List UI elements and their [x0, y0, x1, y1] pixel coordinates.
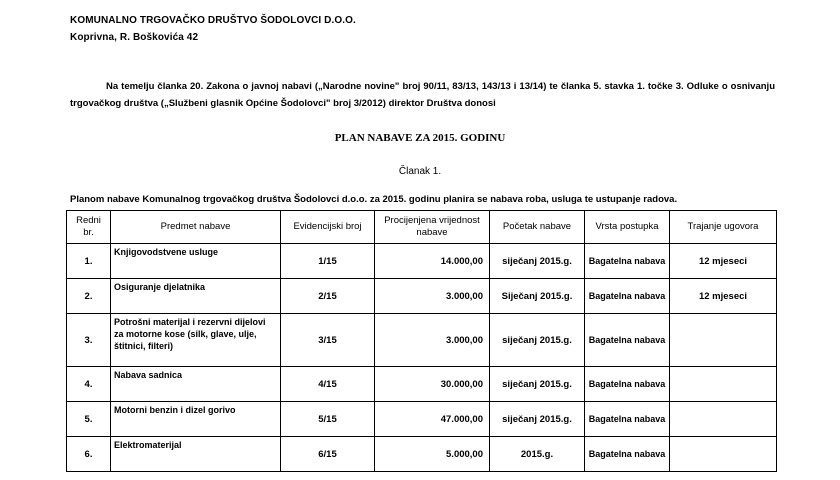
table-row	[67, 402, 777, 437]
row-start: 2015.g.	[490, 437, 585, 472]
col-header-duration: Trajanje ugovora	[670, 211, 777, 244]
row-evidence: 4/15	[281, 367, 375, 402]
row-value: 47.000,00	[375, 402, 490, 437]
row-start: siječanj 2015.g.	[490, 244, 585, 279]
row-start: siječanj 2015.g.	[490, 367, 585, 402]
row-value: 14.000,00	[375, 244, 490, 279]
row-value: 3.000,00	[375, 314, 490, 367]
table-row	[67, 437, 777, 472]
col-header-procedure: Vrsta postupka	[585, 211, 670, 244]
row-procedure: Bagatelna nabava	[585, 244, 670, 279]
col-header-start: Početak nabave	[490, 211, 585, 244]
row-number: 3.	[67, 314, 111, 367]
row-evidence: 2/15	[281, 279, 375, 314]
row-start: siječanj 2015.g.	[490, 314, 585, 367]
row-duration: 12 mjeseci	[670, 279, 777, 314]
row-evidence: 1/15	[281, 244, 375, 279]
page-title: PLAN NABAVE ZA 2015. GODINU	[334, 132, 506, 144]
row-number: 6.	[67, 437, 111, 472]
row-subject: Elektromaterijal	[111, 437, 281, 472]
row-procedure: Bagatelna nabava	[585, 437, 670, 472]
company-address: Koprivna, R. Boškovića 42	[70, 32, 199, 43]
row-number: 1.	[67, 244, 111, 279]
col-header-subject: Predmet nabave	[111, 211, 281, 244]
row-number: 5.	[67, 402, 111, 437]
row-subject: Knjigovodstvene usluge	[111, 244, 281, 279]
table-row	[67, 244, 777, 279]
article-heading: Članak 1.	[398, 166, 442, 177]
table-row	[67, 367, 777, 402]
col-header-value: Procijenjena vrijednost nabave	[375, 211, 490, 244]
row-subject: Osiguranje djelatnika	[111, 279, 281, 314]
intro-paragraph: Na temelju članka 20. Zakona o javnoj nabavi („Narodne novine" broj 90/11, 83/13, 143/13 i 13/14) te članka 5. stavka 1. točke 3. Odluke o osnivanju trgovačkog društva („Službeni glasnik Općine Šodolovci" broj 3/2012) direktor Društva donosi	[70, 81, 775, 109]
col-header-no: Redni br.	[67, 211, 111, 244]
row-procedure: Bagatelna nabava	[585, 314, 670, 367]
row-start: siječanj 2015.g.	[490, 402, 585, 437]
row-duration	[670, 437, 777, 472]
row-procedure: Bagatelna nabava	[585, 367, 670, 402]
table-row	[67, 279, 777, 314]
row-subject: Nabava sadnica	[111, 367, 281, 402]
row-subject: Potrošni materijal i rezervni dijelovi za motorne kose (silk, glave, ulje, štitnici, filteri)	[111, 314, 281, 367]
procurement-table	[66, 210, 777, 472]
row-start: Siječanj 2015.g.	[490, 279, 585, 314]
col-header-evidence: Evidencijski broj	[281, 211, 375, 244]
row-evidence: 3/15	[281, 314, 375, 367]
table-row	[67, 314, 777, 367]
row-duration	[670, 314, 777, 367]
row-duration	[670, 367, 777, 402]
row-number: 2.	[67, 279, 111, 314]
table-header-row	[67, 211, 777, 244]
row-evidence: 5/15	[281, 402, 375, 437]
row-value: 3.000,00	[375, 279, 490, 314]
row-number: 4.	[67, 367, 111, 402]
row-procedure: Bagatelna nabava	[585, 402, 670, 437]
row-subject: Motorni benzin i dizel gorivo	[111, 402, 281, 437]
row-duration	[670, 402, 777, 437]
row-value: 30.000,00	[375, 367, 490, 402]
plan-statement: Planom nabave Komunalnog trgovačkog društva Šodolovci d.o.o. za 2015. godinu planira se nabava roba, usluga te ustupanje radova.	[70, 194, 678, 205]
row-procedure: Bagatelna nabava	[585, 279, 670, 314]
row-evidence: 6/15	[281, 437, 375, 472]
row-value: 5.000,00	[375, 437, 490, 472]
company-name: KOMUNALNO TRGOVAČKO DRUŠTVO ŠODOLOVCI D.O.O.	[70, 15, 356, 26]
row-duration: 12 mjeseci	[670, 244, 777, 279]
